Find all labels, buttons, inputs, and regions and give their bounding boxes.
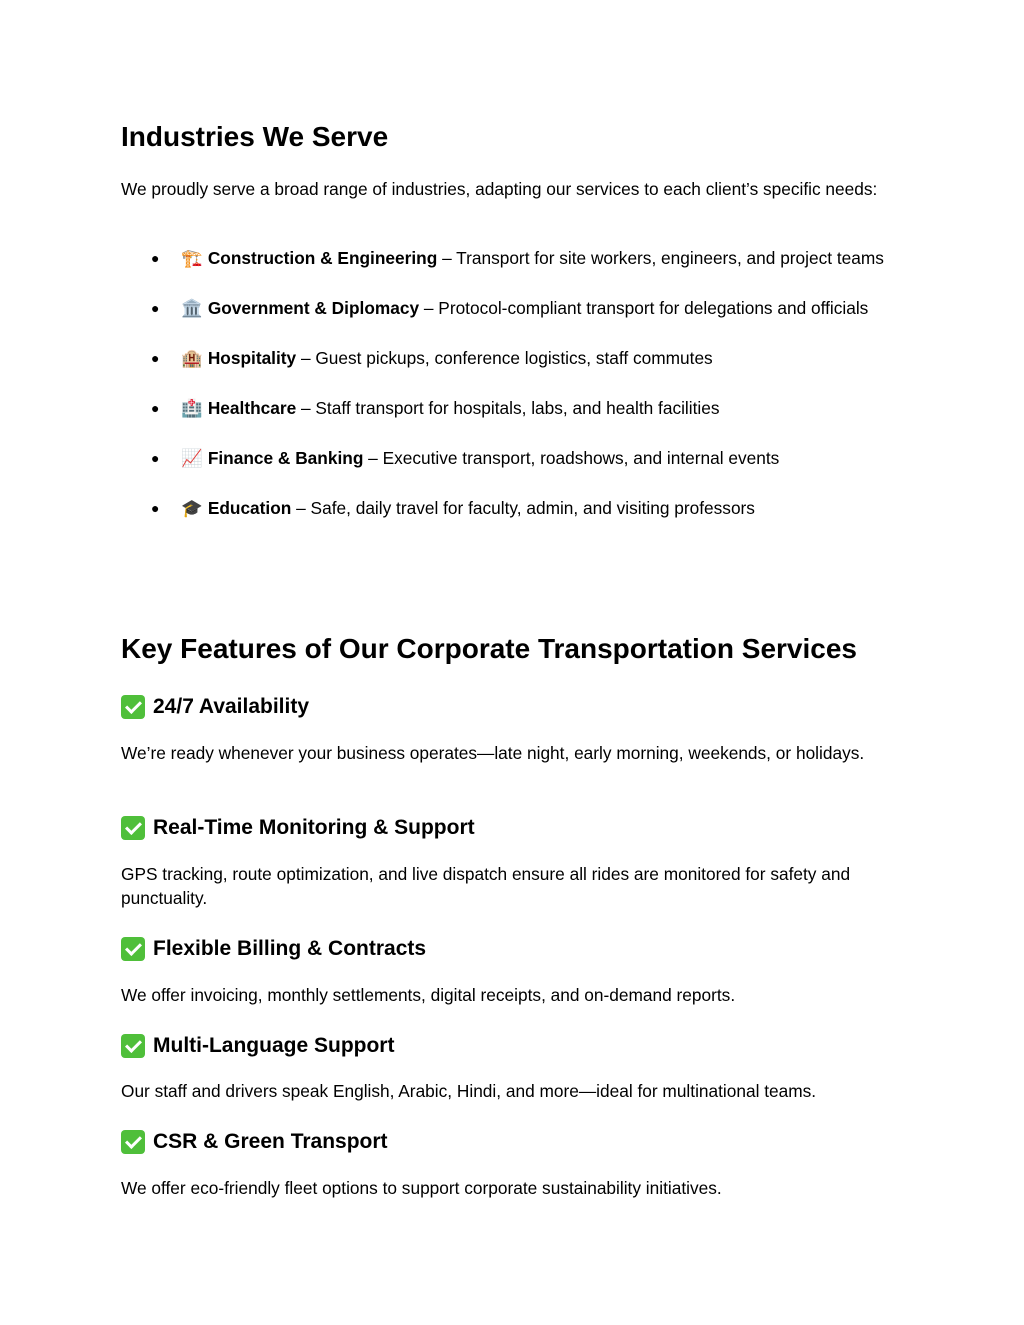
industries-list [121, 246, 911, 546]
check-mark-icon [121, 937, 145, 961]
list-item [121, 346, 911, 371]
industry-name: Finance & Banking [207, 448, 364, 468]
bullet-icon: ● [151, 300, 160, 316]
hospital-icon: 🏥 [181, 399, 203, 419]
industry-name: Hospitality [207, 348, 297, 368]
feature-desc: GPS tracking, route optimization, and live dispatch ensure all rides are monitored for safety and punctuality. [121, 864, 851, 908]
feature-heading-language [121, 1033, 394, 1059]
features-heading: Key Features of Our Corporate Transportation Services [121, 633, 857, 664]
classical-building-icon: 🏛️ [181, 299, 203, 319]
check-mark-icon [121, 1130, 145, 1154]
bullet-icon: ● [151, 450, 160, 466]
feature-heading-availability [121, 694, 309, 720]
list-item [121, 396, 911, 421]
feature-desc: We offer eco-friendly fleet options to support corporate sustainability initiatives. [121, 1178, 722, 1198]
construction-crane-icon: 🏗️ [181, 249, 203, 269]
feature-heading-billing [121, 936, 426, 962]
bullet-icon: ● [151, 400, 160, 416]
graduation-cap-icon: 🎓 [181, 499, 203, 519]
check-mark-icon [121, 695, 145, 719]
industry-name: Construction & Engineering [207, 248, 438, 268]
hotel-icon: 🏨 [181, 349, 203, 369]
industry-desc: – Protocol-compliant transport for delegations and officials [419, 298, 869, 318]
chart-increasing-icon: 📈 [181, 449, 203, 469]
industry-desc: – Safe, daily travel for faculty, admin, and visiting professors [291, 498, 755, 518]
industry-name: Education [207, 498, 292, 518]
bullet-icon: ● [151, 500, 160, 516]
feature-title: 24/7 Availability [153, 695, 310, 718]
list-item [121, 446, 911, 471]
feature-title: Flexible Billing & Contracts [153, 937, 427, 960]
industry-name: Healthcare [207, 398, 297, 418]
list-item [121, 296, 911, 321]
feature-desc: We’re ready whenever your business operates—late night, early morning, weekends, or holidays. [121, 743, 865, 763]
feature-title: Multi-Language Support [153, 1034, 395, 1057]
check-mark-icon [121, 816, 145, 840]
feature-title: Real-Time Monitoring & Support [153, 816, 475, 839]
industries-intro: We proudly serve a broad range of industries, adapting our services to each client’s specific needs: [121, 179, 878, 199]
industry-desc: – Executive transport, roadshows, and internal events [363, 448, 780, 468]
feature-title: CSR & Green Transport [153, 1130, 388, 1153]
list-item [121, 496, 911, 521]
feature-heading-monitoring [121, 815, 475, 841]
feature-desc: Our staff and drivers speak English, Arabic, Hindi, and more—ideal for multinational teams. [121, 1081, 817, 1101]
feature-desc: We offer invoicing, monthly settlements, digital receipts, and on-demand reports. [121, 985, 736, 1005]
industry-name: Government & Diplomacy [207, 298, 420, 318]
industry-desc: – Staff transport for hospitals, labs, and health facilities [296, 398, 720, 418]
bullet-icon: ● [151, 350, 160, 366]
industry-desc: – Transport for site workers, engineers, and project teams [437, 248, 884, 268]
feature-heading-green [121, 1129, 388, 1155]
industries-heading: Industries We Serve [121, 121, 389, 152]
industry-desc: – Guest pickups, conference logistics, staff commutes [296, 348, 713, 368]
bullet-icon: ● [151, 250, 160, 266]
list-item [121, 246, 911, 271]
check-mark-icon [121, 1034, 145, 1058]
